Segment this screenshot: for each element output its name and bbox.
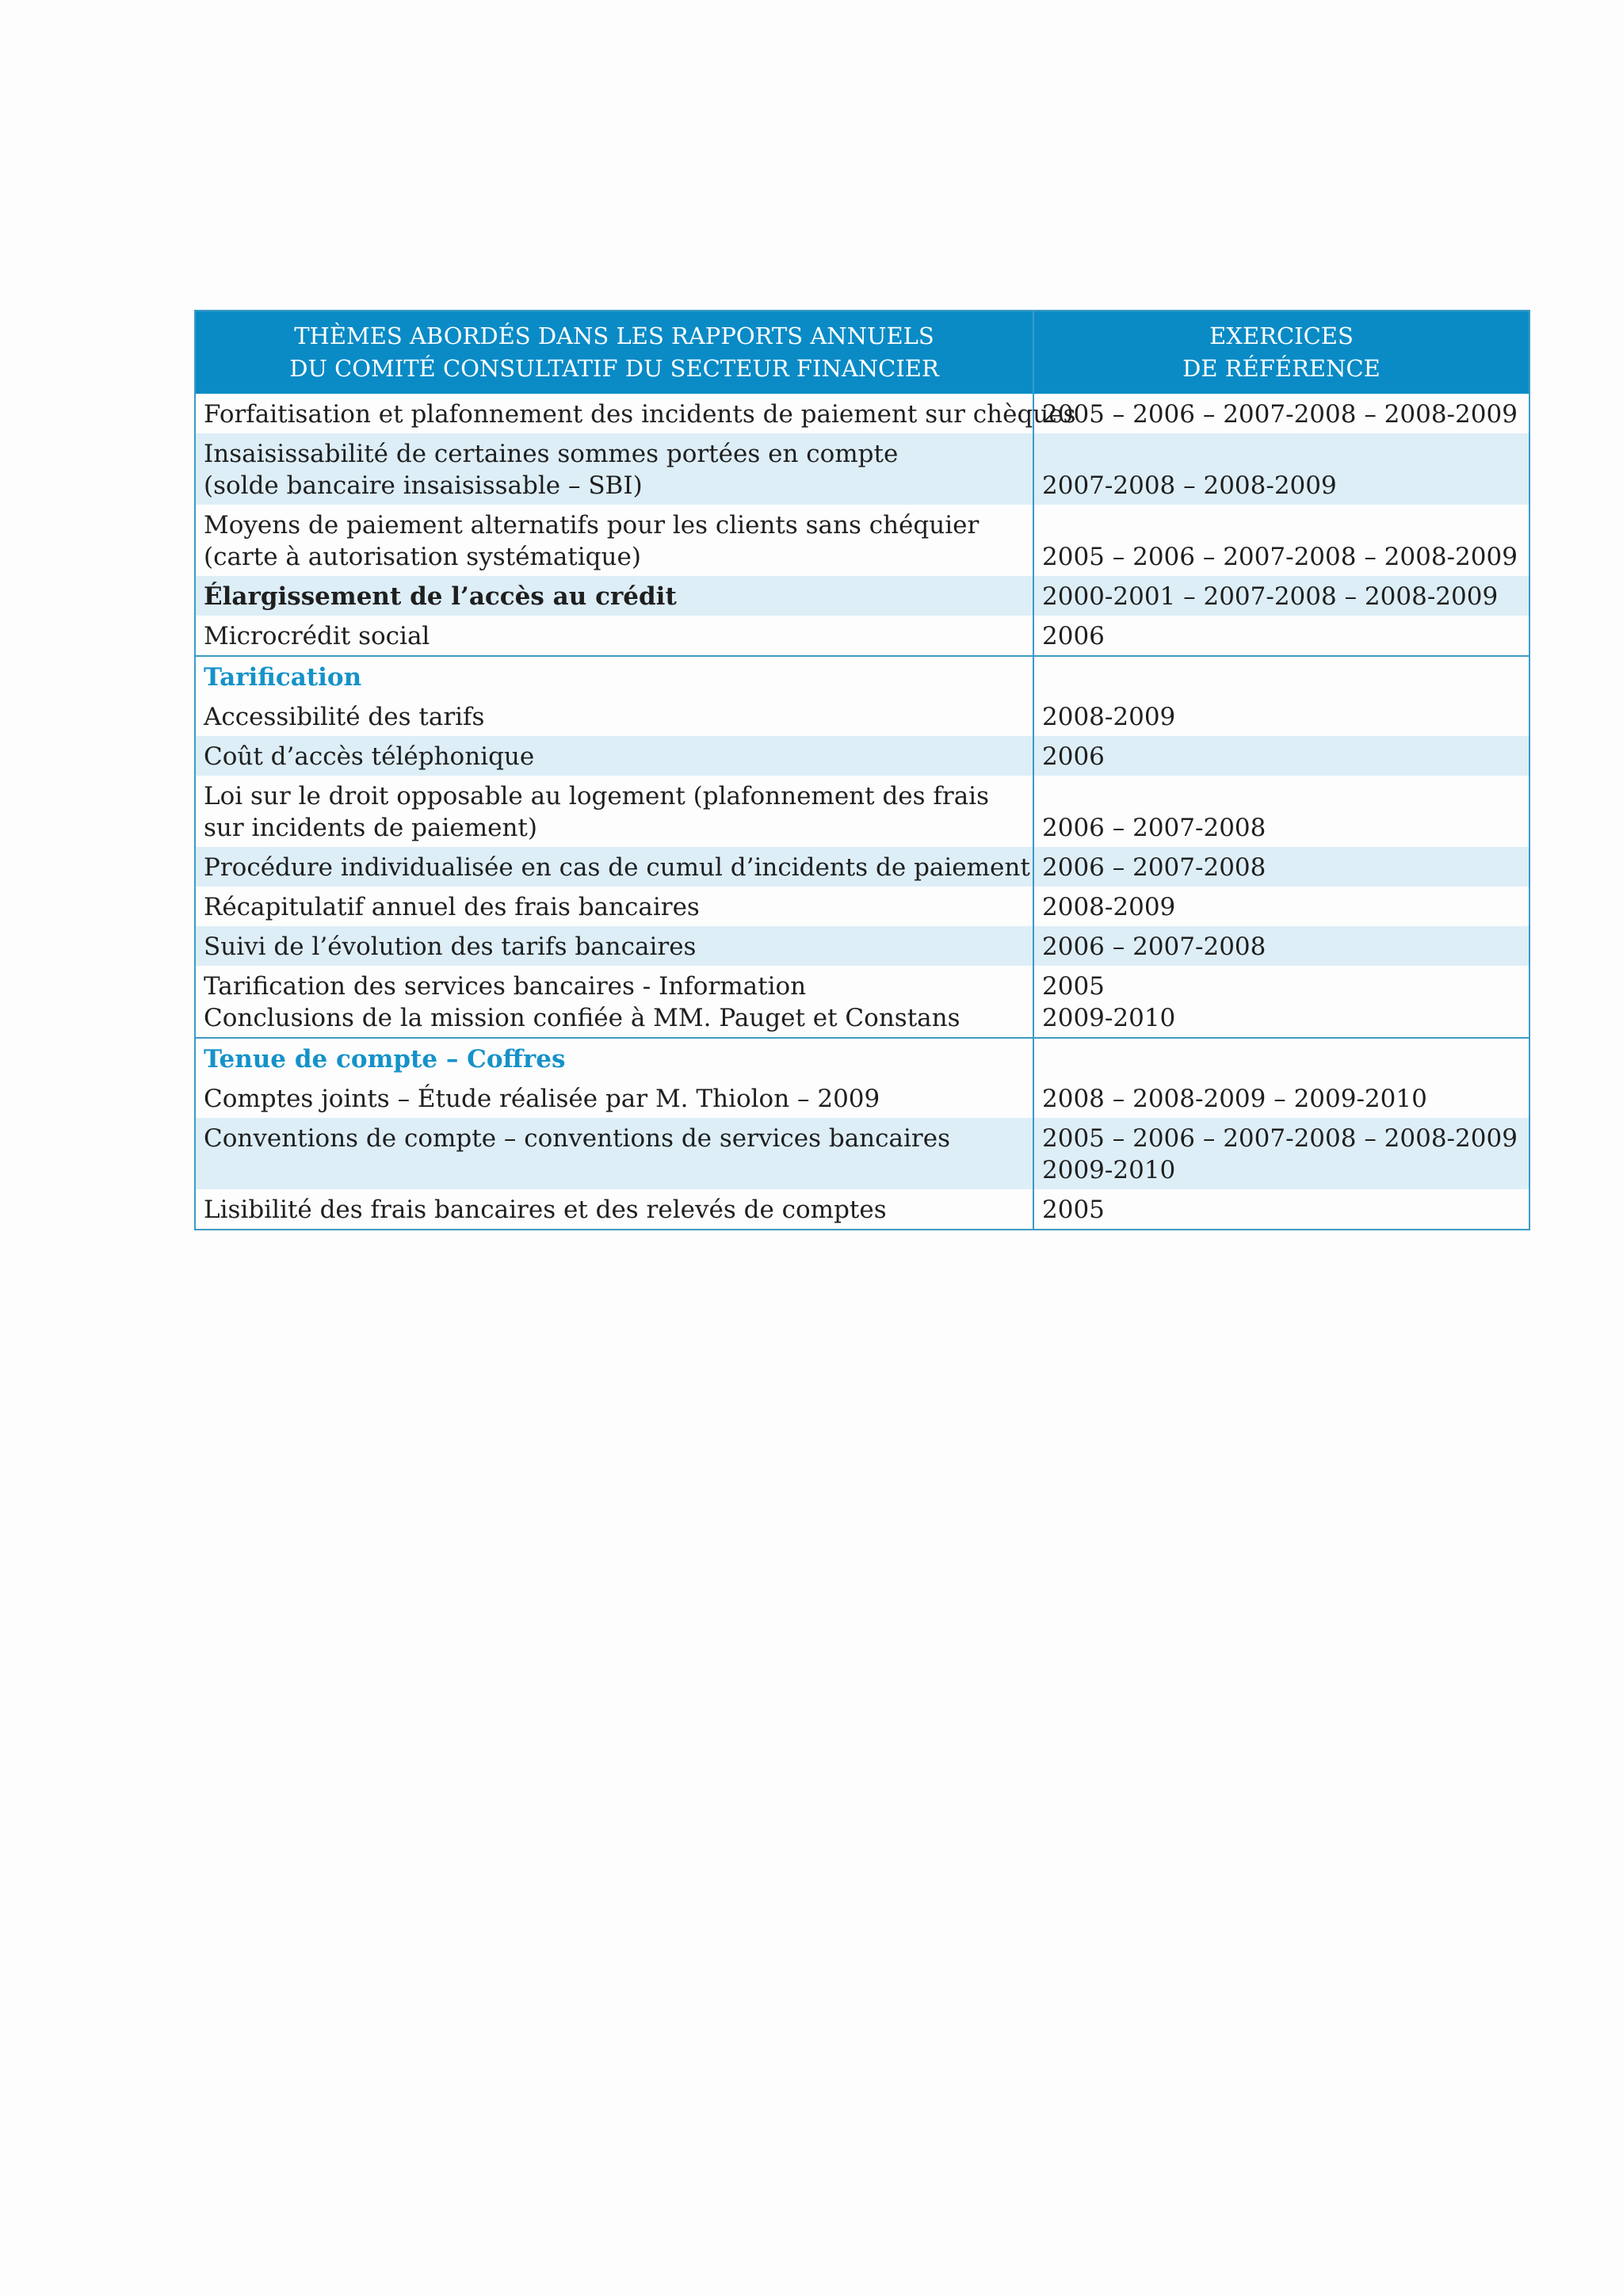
years-cell [1033,966,1529,1038]
theme-text: Forfaitisation et plafonnement des incidents de paiement sur chèques [204,400,1076,429]
table-header-row [195,311,1529,394]
theme-text: Moyens de paiement alternatifs pour les clients sans chéquier [204,511,980,540]
table-row [195,616,1529,656]
theme-text: Conventions de compte – conventions de services bancaires [204,1124,950,1153]
years-text: 2008 – 2008-2009 – 2009-2010 [1042,1085,1427,1113]
theme-cell [195,776,1033,847]
theme-text: (solde bancaire insaisissable – SBI) [204,471,643,500]
years-cell [1033,1189,1529,1230]
table-row [195,433,1529,505]
theme-text: Insaisissabilité de certaines sommes portées en compte [204,440,899,468]
theme-text: Microcrédit social [204,622,430,650]
years-text: 2005 – 2006 – 2007-2008 – 2008-2009 [1042,543,1518,571]
theme-cell [195,1078,1033,1118]
theme-text: Conclusions de la mission confiée à MM. Pauget et Constans [204,1004,960,1032]
section-cell [195,656,1033,696]
years-cell [1033,696,1529,736]
years-cell [1033,1078,1529,1118]
table-row [195,887,1529,926]
years-text: 2006 – 2007-2008 [1042,853,1266,882]
header-themes [195,311,1033,394]
years-cell [1033,926,1529,966]
table-row [195,1189,1529,1230]
theme-text: Accessibilité des tarifs [204,703,485,731]
years-text: 2008-2009 [1042,703,1176,731]
section-row [195,1038,1529,1078]
theme-cell [195,736,1033,776]
years-text: 2005 [1042,972,1105,1001]
years-text: 2006 [1042,742,1105,771]
years-text: 2009-2010 [1042,1004,1176,1032]
theme-text: Élargissement de l’accès au crédit [204,582,677,611]
section-row [195,656,1529,696]
theme-text: Suivi de l’évolution des tarifs bancaires [204,933,697,961]
theme-cell [195,887,1033,926]
header-exercices [1033,311,1529,394]
theme-cell [195,1189,1033,1230]
years-cell [1033,887,1529,926]
theme-cell [195,847,1033,887]
theme-text: Loi sur le droit opposable au logement (plafonnement des frais [204,782,990,810]
table-row [195,576,1529,616]
table-row [195,394,1529,433]
table-row [195,505,1529,576]
years-cell [1033,576,1529,616]
years-text: 2006 – 2007-2008 [1042,814,1266,842]
table-row [195,926,1529,966]
theme-text: Lisibilité des frais bancaires et des relevés de comptes [204,1196,887,1224]
theme-text: Tarification des services bancaires - Information [204,972,807,1001]
theme-cell [195,926,1033,966]
section-title: Tenue de compte – Coffres [204,1045,566,1074]
years-cell [1033,847,1529,887]
years-text: 2005 [1042,1196,1105,1224]
years-text: 2006 – 2007-2008 [1042,933,1266,961]
years-text: 2007-2008 – 2008-2009 [1042,471,1337,500]
theme-text: sur incidents de paiement) [204,814,537,842]
years-cell [1033,394,1529,433]
theme-cell [195,576,1033,616]
years-cell [1033,1118,1529,1189]
table-row [195,776,1529,847]
years-cell [1033,1038,1529,1078]
table-row [195,1118,1529,1189]
theme-cell [195,616,1033,656]
years-text: 2008-2009 [1042,893,1176,921]
table-row [195,696,1529,736]
theme-cell [195,966,1033,1038]
years-cell [1033,616,1529,656]
header-text-line: DU COMITÉ CONSULTATIF DU SECTEUR FINANCIER [289,355,939,382]
section-cell [195,1038,1033,1078]
header-text-line: THÈMES ABORDÉS DANS LES RAPPORTS ANNUELS [294,322,934,349]
theme-text: Récapitulatif annuel des frais bancaires [204,893,700,921]
years-text: 2006 [1042,622,1105,650]
years-text: 2005 – 2006 – 2007-2008 – 2008-2009 [1042,400,1518,429]
years-cell [1033,433,1529,505]
theme-cell [195,696,1033,736]
table-row [195,736,1529,776]
years-cell [1033,656,1529,696]
table-row [195,966,1529,1038]
header-text-line: DE RÉFÉRENCE [1182,355,1381,382]
table-row [195,847,1529,887]
years-cell [1033,776,1529,847]
theme-cell [195,1118,1033,1189]
themes-table [194,310,1530,1230]
years-cell [1033,505,1529,576]
theme-cell [195,394,1076,433]
theme-text: (carte à autorisation systématique) [204,543,641,571]
theme-text: Procédure individualisée en cas de cumul d’incidents de paiement [204,853,1030,882]
years-text: 2000-2001 – 2007-2008 – 2008-2009 [1042,582,1499,611]
theme-text: Comptes joints – Étude réalisée par M. Thiolon – 2009 [204,1085,880,1113]
theme-cell [195,505,1033,576]
theme-cell [195,433,1033,505]
theme-text: Coût d’accès téléphonique [204,742,535,771]
years-text: 2005 – 2006 – 2007-2008 – 2008-2009 [1042,1124,1518,1153]
header-text-line: EXERCICES [1209,322,1354,349]
table-row [195,1078,1529,1118]
years-text: 2009-2010 [1042,1156,1176,1184]
years-cell [1033,736,1529,776]
section-title: Tarification [204,663,362,692]
